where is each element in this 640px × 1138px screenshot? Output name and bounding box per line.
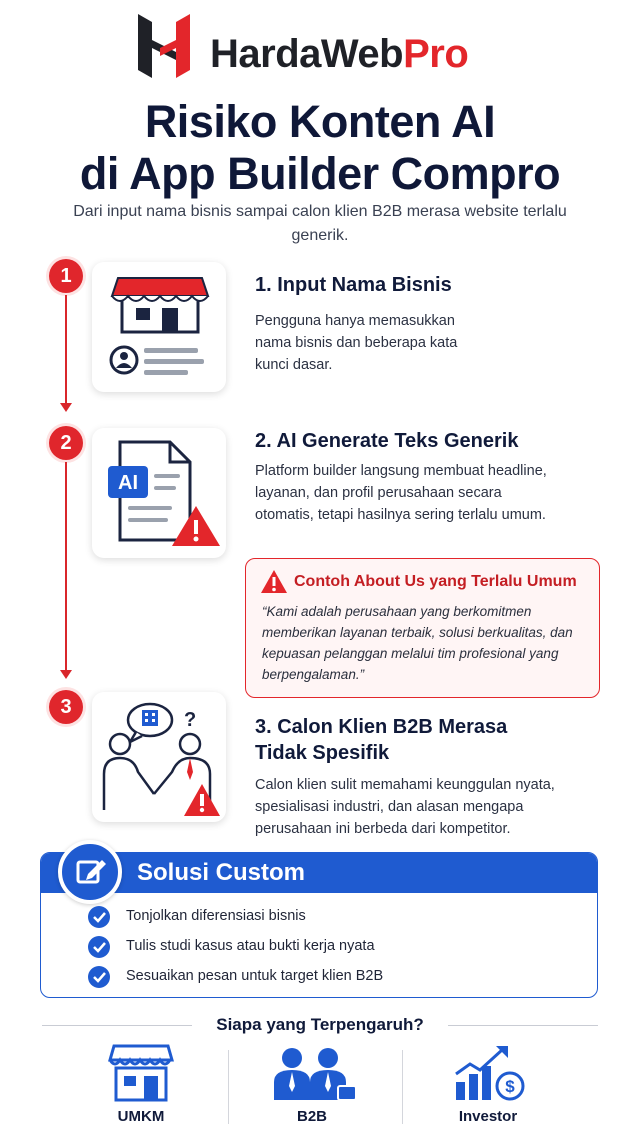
page-subtitle: Dari input nama bisnis sampai calon klien B2B merasa website terlalu generik. <box>73 203 567 244</box>
edit-icon <box>62 844 118 900</box>
check-icon <box>88 966 110 988</box>
step-1-title: 1. Input Nama Bisnis <box>255 274 452 296</box>
check-icon <box>88 936 110 958</box>
step-3-badge: 3 <box>49 690 83 724</box>
step-3-title-line2: Tidak Spesifik <box>255 742 390 764</box>
timeline-arrow-2 <box>65 462 67 670</box>
store-profile-icon <box>92 262 226 392</box>
warning-icon <box>260 569 288 595</box>
step-1-description: Pengguna hanya memasukkan nama bisnis dan beberapa kata kunci dasar. <box>255 313 458 373</box>
ai-label: AI <box>118 472 138 494</box>
step-3-title <box>255 714 507 766</box>
handshake-question-icon <box>92 692 226 822</box>
example-quote: “Kami adalah perusahaan yang berkomitmen memberikan layanan terbaik, solusi berkualitas, dan kepuasan pelanggan melalui tim profesional yang berpengalaman.” <box>262 604 573 682</box>
separator-1 <box>228 1050 229 1124</box>
affected-label-umkm: UMKM <box>117 1108 165 1125</box>
example-title: Contoh About Us yang Terlalu Umum <box>294 573 577 590</box>
solution-header <box>41 853 597 893</box>
brand-logo <box>0 12 640 84</box>
solution-item-text: Sesuaikan pesan untuk target klien B2B <box>126 968 384 984</box>
check-icon <box>88 906 110 928</box>
generic-about-us-example <box>245 558 600 698</box>
business-people-icon <box>272 1046 358 1102</box>
page-title-line1: Risiko Konten AI <box>144 96 496 147</box>
page-title-line2: di App Builder Compro <box>79 148 561 199</box>
timeline-arrow-1 <box>65 295 67 403</box>
affected-label-investor: Investor <box>458 1108 518 1125</box>
solution-item-text: Tonjolkan diferensiasi bisnis <box>126 908 306 924</box>
solution-item-text: Tulis studi kasus atau bukti kerja nyata <box>126 938 375 954</box>
step-2-badge: 2 <box>49 426 83 460</box>
step-3-description: Calon klien sulit memahami keunggulan nyata, spesialisasi industri, dan alasan mengapa perusahaan ini berbeda dari kompetitor. <box>255 777 555 837</box>
separator-2 <box>402 1050 403 1124</box>
shop-icon <box>108 1044 174 1102</box>
growth-chart-dollar-icon <box>452 1044 526 1102</box>
timeline-arrowhead-1 <box>60 403 72 412</box>
question-mark: ? <box>184 709 197 731</box>
edit-badge <box>58 840 122 904</box>
svg-text:$: $ <box>505 1077 515 1096</box>
divider-right <box>448 1025 598 1026</box>
step-2-title: 2. AI Generate Teks Generik <box>255 430 519 452</box>
page-title <box>0 96 640 200</box>
step-3-icon-card <box>92 692 226 822</box>
affected-label-b2b: B2B <box>296 1108 327 1125</box>
step-1-badge: 1 <box>49 259 83 293</box>
step-3-title-line1: 3. Calon Klien B2B Merasa <box>255 716 508 738</box>
brand-name-main: HardaWeb <box>210 32 404 76</box>
brand-name-accent: Pro <box>403 32 469 76</box>
affected-title: Siapa yang Terpengaruh? <box>216 1015 424 1034</box>
step-1-icon-card <box>92 262 226 392</box>
solution-title: Solusi Custom <box>137 859 306 886</box>
step-2-description: Platform builder langsung membuat headline, layanan, dan profil perusahaan secara otomatis, tetapi hasilnya sering terlalu umum. <box>255 463 547 523</box>
h-logo-icon <box>138 12 190 80</box>
brand-name <box>210 32 468 77</box>
step-2-icon-card <box>92 428 226 558</box>
ai-document-warning-icon <box>92 428 226 558</box>
timeline-arrowhead-2 <box>60 670 72 679</box>
